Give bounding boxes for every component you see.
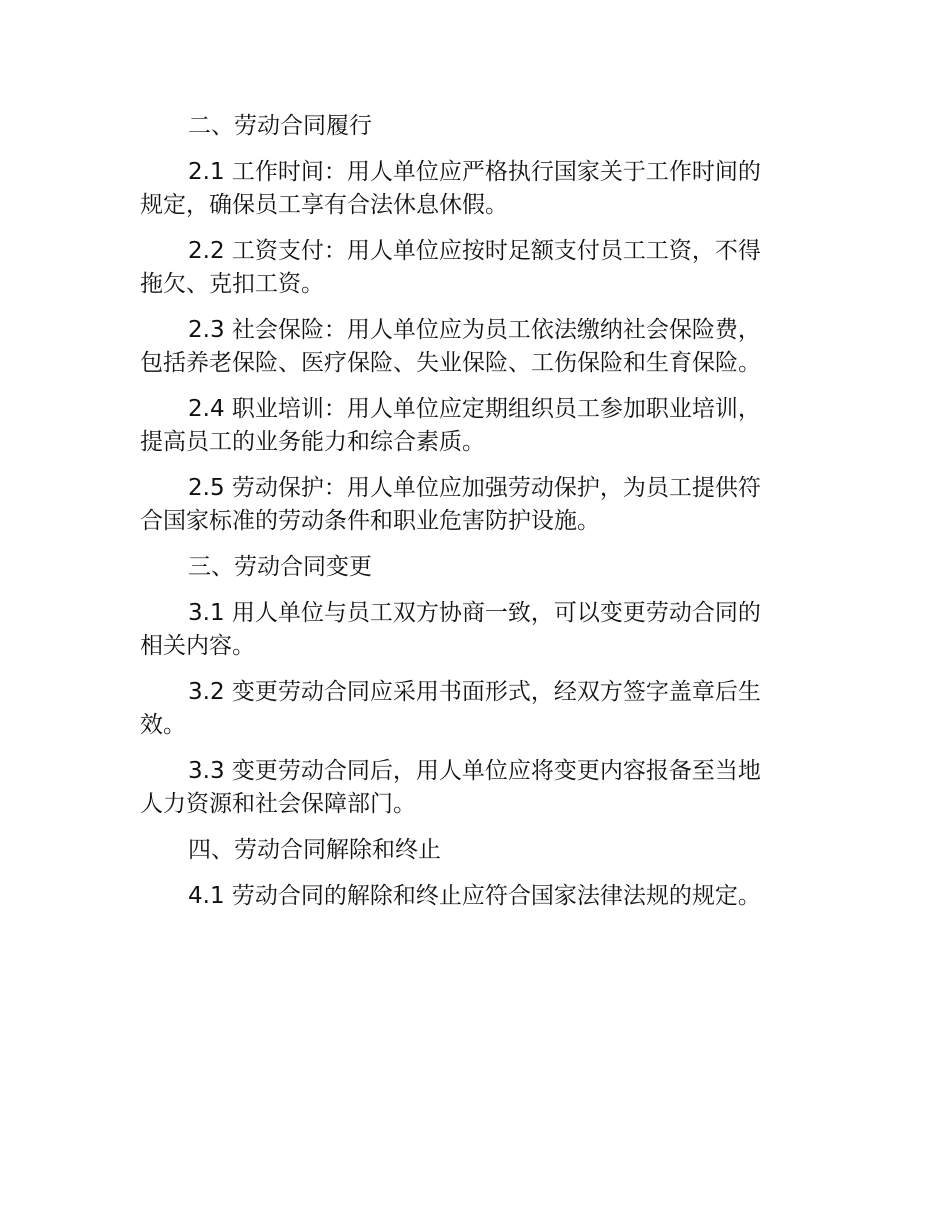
paragraph-line: 2.2 工资支付：用人单位应按时足额支付员工工资，不得 bbox=[188, 238, 761, 264]
paragraph-line: 4.1 劳动合同的解除和终止应符合国家法律法规的规定。 bbox=[188, 883, 761, 909]
section-heading-performance bbox=[140, 110, 805, 143]
clause-3-2 bbox=[140, 676, 805, 742]
clause-4-1 bbox=[140, 880, 805, 913]
clause-3-3 bbox=[140, 755, 805, 821]
paragraph-line: 合国家标准的劳动条件和职业危害防护设施。 bbox=[140, 508, 600, 534]
paragraph-line: 包括养老保险、医疗保险、失业保险、工伤保险和生育保险。 bbox=[140, 350, 761, 376]
paragraph-line: 相关内容。 bbox=[140, 633, 255, 659]
paragraph-line: 3.3 变更劳动合同后，用人单位应将变更内容报备至当地 bbox=[188, 758, 761, 784]
clause-2-2-wage-payment bbox=[140, 235, 805, 301]
paragraph-line: 二、劳动合同履行 bbox=[188, 113, 372, 139]
document-body bbox=[140, 110, 805, 926]
clause-2-3-social-insurance bbox=[140, 314, 805, 380]
paragraph-line: 效。 bbox=[140, 712, 186, 738]
paragraph-line: 四、劳动合同解除和终止 bbox=[188, 837, 441, 863]
paragraph-line: 提高员工的业务能力和综合素质。 bbox=[140, 429, 485, 455]
paragraph-line: 3.2 变更劳动合同应采用书面形式，经双方签字盖章后生 bbox=[188, 679, 761, 705]
paragraph-line: 拖欠、克扣工资。 bbox=[140, 271, 324, 297]
paragraph-line: 人力资源和社会保障部门。 bbox=[140, 791, 416, 817]
paragraph-line: 规定，确保员工享有合法休息休假。 bbox=[140, 192, 508, 218]
clause-3-1 bbox=[140, 597, 805, 663]
paragraph-line: 三、劳动合同变更 bbox=[188, 554, 372, 580]
paragraph-line: 3.1 用人单位与员工双方协商一致，可以变更劳动合同的 bbox=[188, 600, 761, 626]
clause-2-5-labor-protection bbox=[140, 472, 805, 538]
clause-2-1-working-hours bbox=[140, 156, 805, 222]
paragraph-line: 2.4 职业培训：用人单位应定期组织员工参加职业培训， bbox=[188, 396, 761, 422]
paragraph-line: 2.1 工作时间：用人单位应严格执行国家关于工作时间的 bbox=[188, 159, 761, 185]
paragraph-line: 2.5 劳动保护：用人单位应加强劳动保护，为员工提供符 bbox=[188, 475, 761, 501]
clause-2-4-vocational-training bbox=[140, 393, 805, 459]
paragraph-line: 2.3 社会保险：用人单位应为员工依法缴纳社会保险费， bbox=[188, 317, 761, 343]
section-heading-modification bbox=[140, 551, 805, 584]
section-heading-termination bbox=[140, 834, 805, 867]
